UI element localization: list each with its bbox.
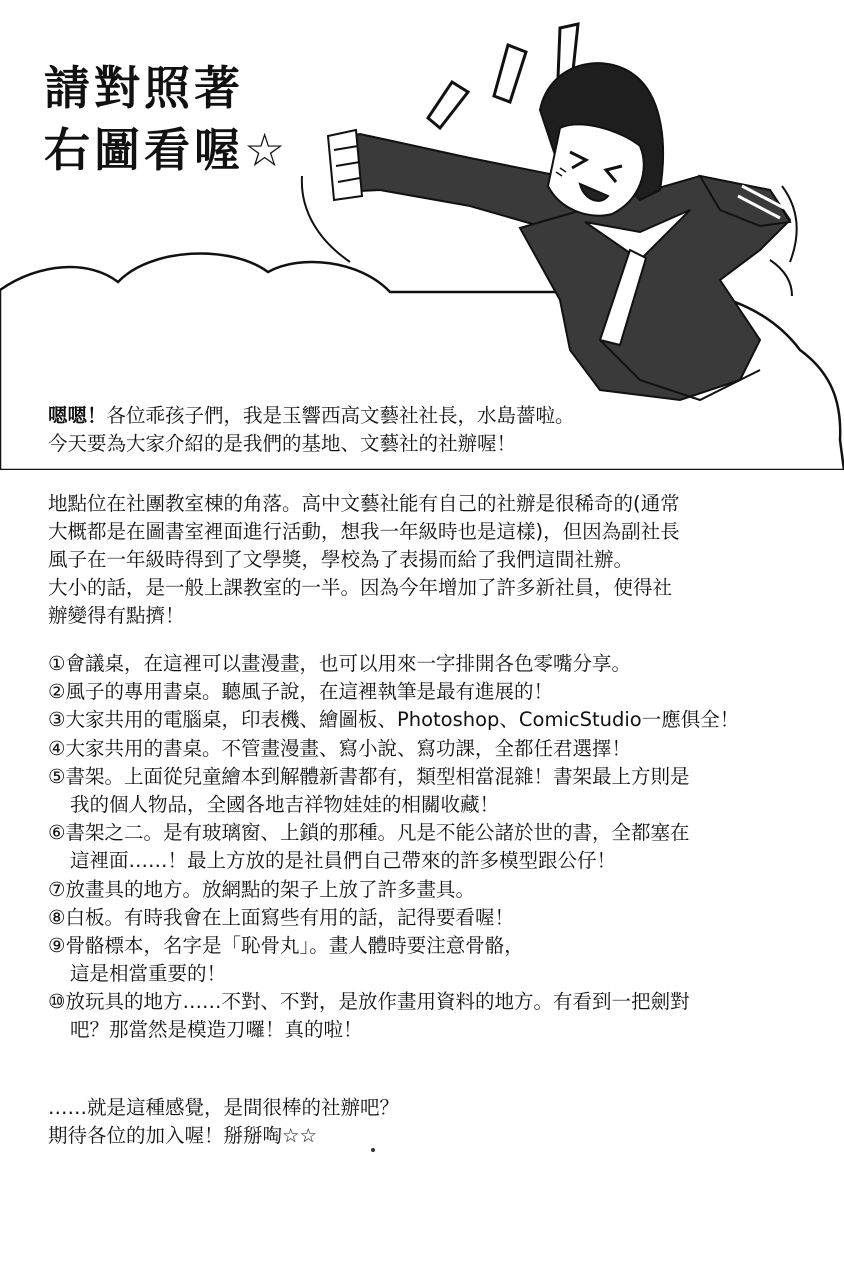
intro-line-1 [48, 402, 828, 430]
location-line: 地點位在社團教室棟的角落。高中文藝社能有自己的社辦是很稀奇的(通常 [48, 492, 680, 515]
location-line: 大概都是在圖書室裡面進行活動，想我一年級時也是這樣)，但因為副社長 [48, 520, 680, 543]
list-item: ⑥書架之二。是有玻璃窗、上鎖的那種。凡是不能公諸於世的書，全都塞在 [48, 821, 690, 845]
title-line-2: 右圖看喔☆ [44, 123, 290, 177]
title-line-1: 請對照著 [44, 61, 244, 115]
location-line: 風子在一年級時得到了文學獎，學校為了表揚而給了我們這間社辦。 [48, 548, 634, 571]
list-item: ③大家共用的電腦桌，印表機、繪圖板、Photoshop、ComicStudio一應俱全！ [48, 708, 740, 732]
intro-exclaim: 嗯嗯！ [48, 404, 107, 427]
ending-line-2: 期待各位的加入喔！掰掰啕☆☆ [48, 1124, 317, 1147]
intro-line-2: 今天要為大家介紹的是我們的基地、文藝社的社辦喔！ [48, 432, 517, 455]
intro-line-1-text: 各位乖孩子們，我是玉響西高文藝社社長，水島薔啦。 [106, 404, 575, 427]
list-item: ⑤書架。上面從兒童繪本到解體新書都有，類型相當混雜！書架最上方則是 [48, 764, 690, 788]
location-paragraph [48, 490, 828, 630]
list-item: ⑨骨骼標本，名字是「恥骨丸」。畫人體時要注意骨骼， [48, 933, 524, 957]
intro-paragraph [48, 402, 828, 458]
list-item: ⑧白板。有時我會在上面寫些有用的話，記得要看喔！ [48, 905, 514, 929]
decorative-dot [371, 1148, 375, 1152]
list-item: ⑦放畫具的地方。放網點的架子上放了許多畫具。 [48, 877, 475, 901]
list-item: ①會議桌，在這裡可以畫漫畫，也可以用來一字排開各色零嘴分享。 [48, 652, 631, 675]
list-item: ⑩放玩具的地方……不對、不對，是放作畫用資料的地方。有看到一把劍對 [48, 990, 690, 1014]
ending-line-1: ……就是這種感覺，是間很棒的社辦吧？ [48, 1096, 400, 1119]
list-item: ④大家共用的書桌。不管畫漫畫、寫小說、寫功課，全都任君選擇！ [48, 736, 631, 760]
ending-paragraph [48, 1094, 828, 1150]
list-item-continued: 這裡面……！最上方放的是社員們自己帶來的許多模型跟公仔！ [70, 849, 617, 873]
list-item-continued: 我的個人物品，全國各地吉祥物娃娃的相關收藏！ [70, 792, 500, 816]
location-line: 辦變得有點擠！ [48, 604, 185, 627]
list-item-continued: 這是相當重要的！ [70, 962, 227, 986]
location-line: 大小的話，是一般上課教室的一半。因為今年增加了許多新社員，使得社 [48, 576, 673, 599]
list-item: ②風子的專用書桌。聽風子說，在這裡執筆是最有進展的！ [48, 680, 553, 704]
room-items-list [48, 650, 828, 1045]
list-item-continued: 吧？那當然是模造刀囉！真的啦！ [70, 1018, 363, 1042]
